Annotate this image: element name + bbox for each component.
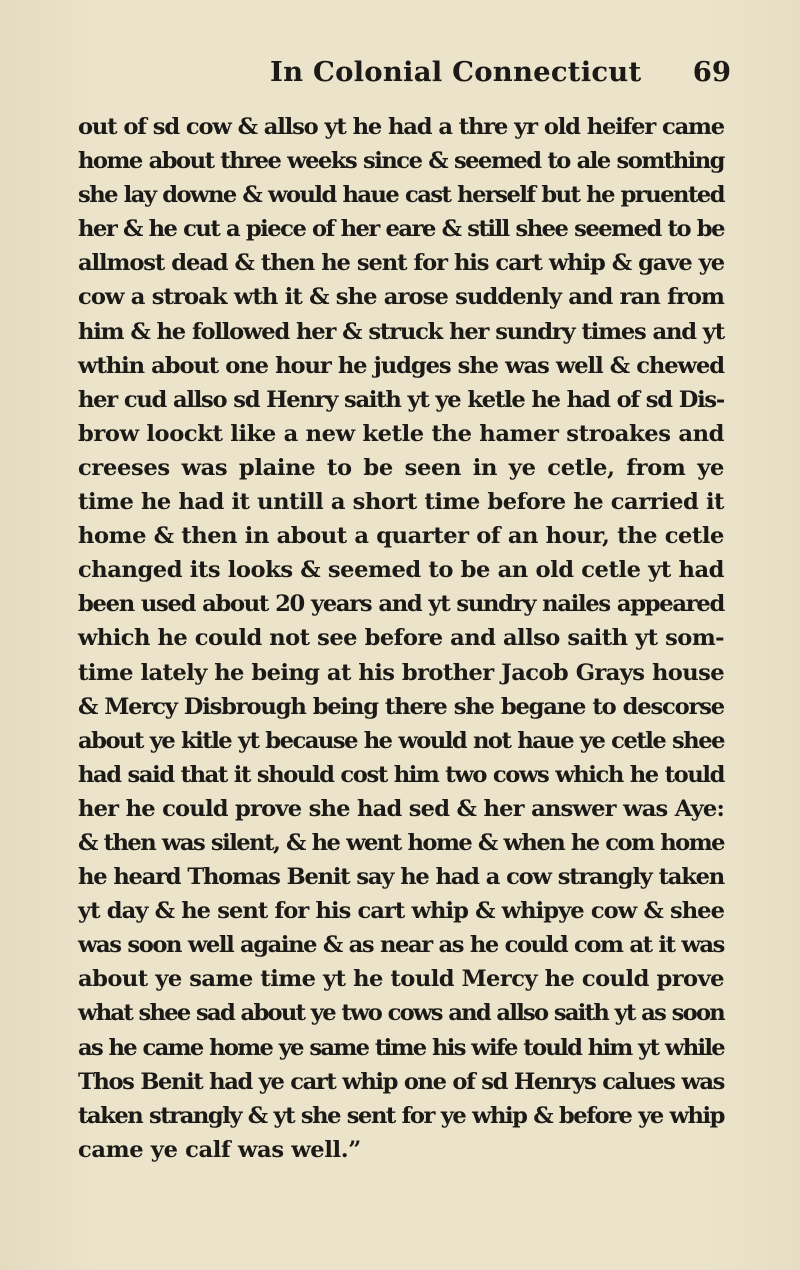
page-header xyxy=(0,56,800,96)
text-line: wthin about one hour he judges she was well & chewed xyxy=(78,352,724,379)
text-line: had said that it should cost him two cows which he tould xyxy=(78,761,724,788)
text-line: cow a stroak wth it & she arose suddenly and ran from xyxy=(78,284,724,311)
text-line: about ye kitle yt because he would not haue ye cetle shee xyxy=(78,727,724,754)
text-line: yt day & he sent for his cart whip & whipye cow & shee xyxy=(78,898,724,925)
text-line: her & he cut a piece of her eare & still shee seemed to be xyxy=(78,216,724,243)
text-line: home & then in about a quarter of an hour, the cetle xyxy=(78,523,724,550)
text-line: brow loockt like a new ketle the hamer stroakes and xyxy=(78,420,724,447)
page-number: 69 xyxy=(692,56,731,88)
text-line: home about three weeks since & seemed to ale somthing xyxy=(78,148,724,175)
text-line: what shee sad about ye two cows and allso saith yt as soon xyxy=(78,1000,724,1027)
text-line: & then was silent, & he went home & when he com home xyxy=(78,829,724,856)
text-line: allmost dead & then he sent for his cart whip & gave ye xyxy=(78,250,724,277)
text-line: was soon well againe & as near as he could com at it was xyxy=(78,932,724,959)
text-line: time lately he being at his brother Jacob Grays house xyxy=(78,659,724,686)
text-line: as he came home ye same time his wife tould him yt while xyxy=(78,1034,724,1061)
text-line: creeses was plaine to be seen in ye cetle, from ye xyxy=(78,454,724,481)
text-line: about ye same time yt he tould Mercy he could prove xyxy=(78,966,724,993)
text-line: taken strangly & yt she sent for ye whip & before ye whip xyxy=(78,1102,724,1129)
text-line: which he could not see before and allso saith yt som- xyxy=(78,625,724,652)
running-title: In Colonial Connecticut xyxy=(270,56,642,88)
text-line-final: came ye calf was well.” xyxy=(78,1136,361,1163)
body-text xyxy=(78,110,724,1167)
text-line: changed its looks & seemed to be an old cetle yt had xyxy=(78,557,724,584)
text-line: out of sd cow & allso yt he had a thre yr old heifer came xyxy=(78,114,724,140)
text-line: been used about 20 years and yt sundry nailes appeared xyxy=(78,591,724,618)
text-line: he heard Thomas Benit say he had a cow strangly taken xyxy=(78,864,724,891)
text-line: & Mercy Disbrough being there she begane to descorse xyxy=(78,693,724,720)
text-line: him & he followed her & struck her sundry times and yt xyxy=(78,318,724,345)
text-line: her he could prove she had sed & her answer was Aye: xyxy=(78,795,724,822)
text-line: she lay downe & would haue cast herself but he pruented xyxy=(78,182,724,209)
text-line: her cud allso sd Henry saith yt ye ketle he had of sd Dis- xyxy=(78,386,724,413)
text-line: time he had it untill a short time before he carried it xyxy=(78,489,724,516)
text-line: Thos Benit had ye cart whip one of sd Henrys calues was xyxy=(78,1068,724,1095)
